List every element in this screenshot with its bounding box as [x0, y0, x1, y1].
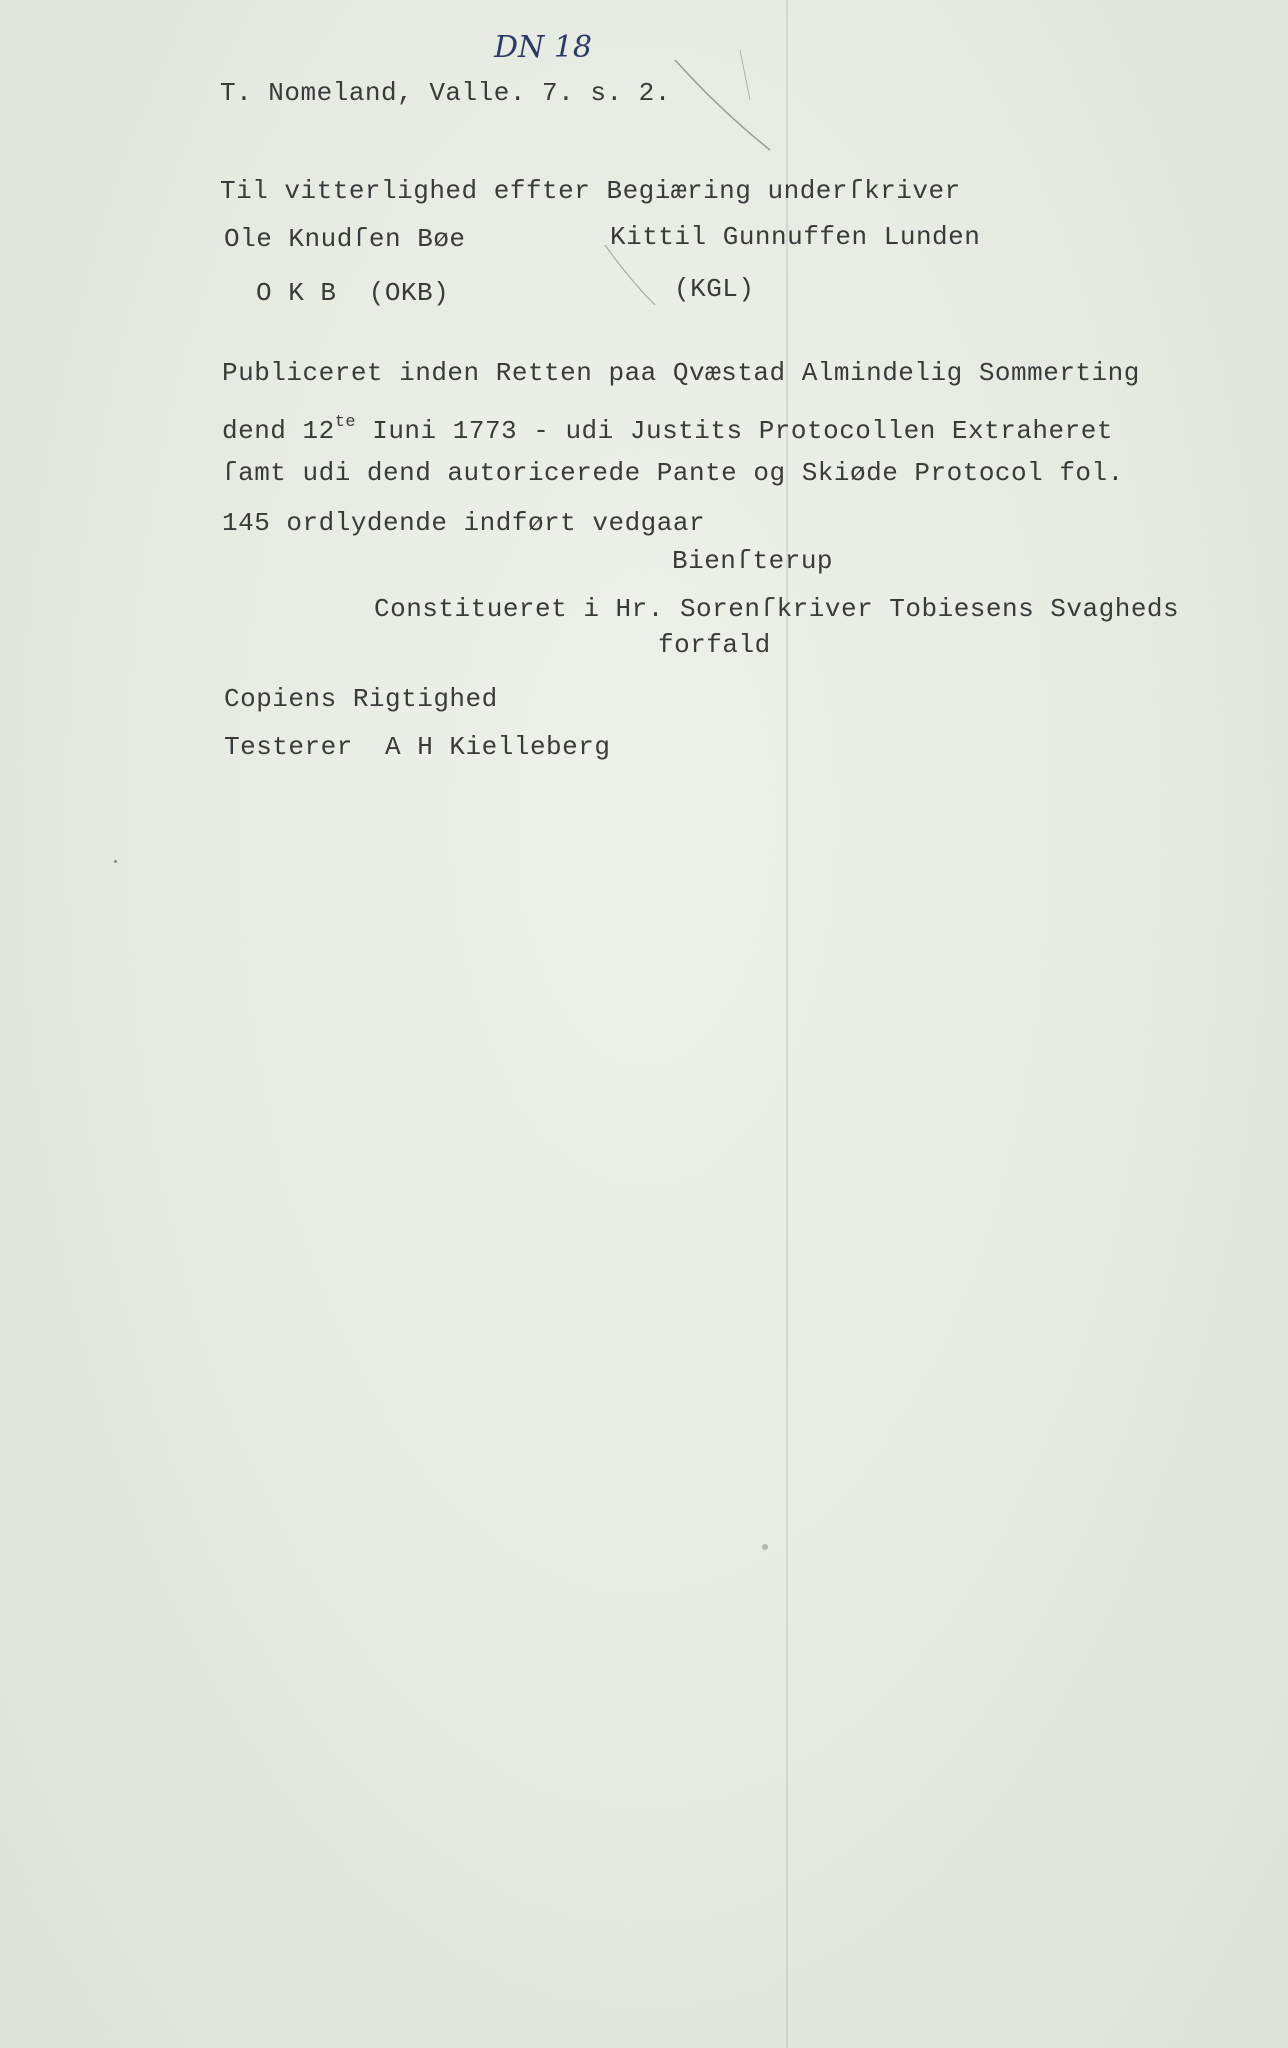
publication-line-2-post: Iuni 1773 - udi Justits Protocollen Extraheret [356, 416, 1113, 446]
witness-left-mark: O K B (OKB) [256, 278, 450, 308]
signer-name: Bienſterup [672, 546, 834, 576]
publication-line-2-pre: dend 12 [222, 416, 335, 446]
attestation-line-2: Testerer A H Kielleberg [224, 732, 611, 762]
publication-line-1: Publiceret inden Retten paa Qvæstad Almindelig Sommerting [222, 358, 1140, 388]
publication-line-4: 145 ordlydende indført vedgaar [222, 508, 706, 538]
header-reference: T. Nomeland, Valle. 7. s. 2. [220, 78, 671, 108]
handwritten-note: DN 18 [494, 30, 593, 65]
witness-left-name: Ole Knudſen Bøe [224, 224, 466, 254]
paper-speck [762, 1544, 768, 1550]
publication-line-2-sup: te [334, 413, 357, 432]
pencil-mark [670, 40, 780, 160]
witness-right-name: Kittil Gunnuffen Lunden [610, 222, 981, 252]
paper-speck [114, 860, 117, 863]
witness-intro: Til vitterlighed effter Begiæring underſkriver [220, 176, 961, 206]
signature-stroke [600, 240, 660, 310]
witness-right-mark: (KGL) [674, 274, 755, 304]
publication-line-3: ſamt udi dend autoricerede Pante og Skiøde Protocol fol. [222, 458, 1124, 488]
attestation-line-1: Copiens Rigtighed [224, 684, 498, 714]
signer-title-2: forfald [658, 630, 771, 660]
publication-line-2 [222, 408, 1113, 446]
page-fold [786, 0, 788, 2048]
signer-title-1: Constitueret i Hr. Sorenſkriver Tobiesens Svagheds [374, 594, 1180, 624]
